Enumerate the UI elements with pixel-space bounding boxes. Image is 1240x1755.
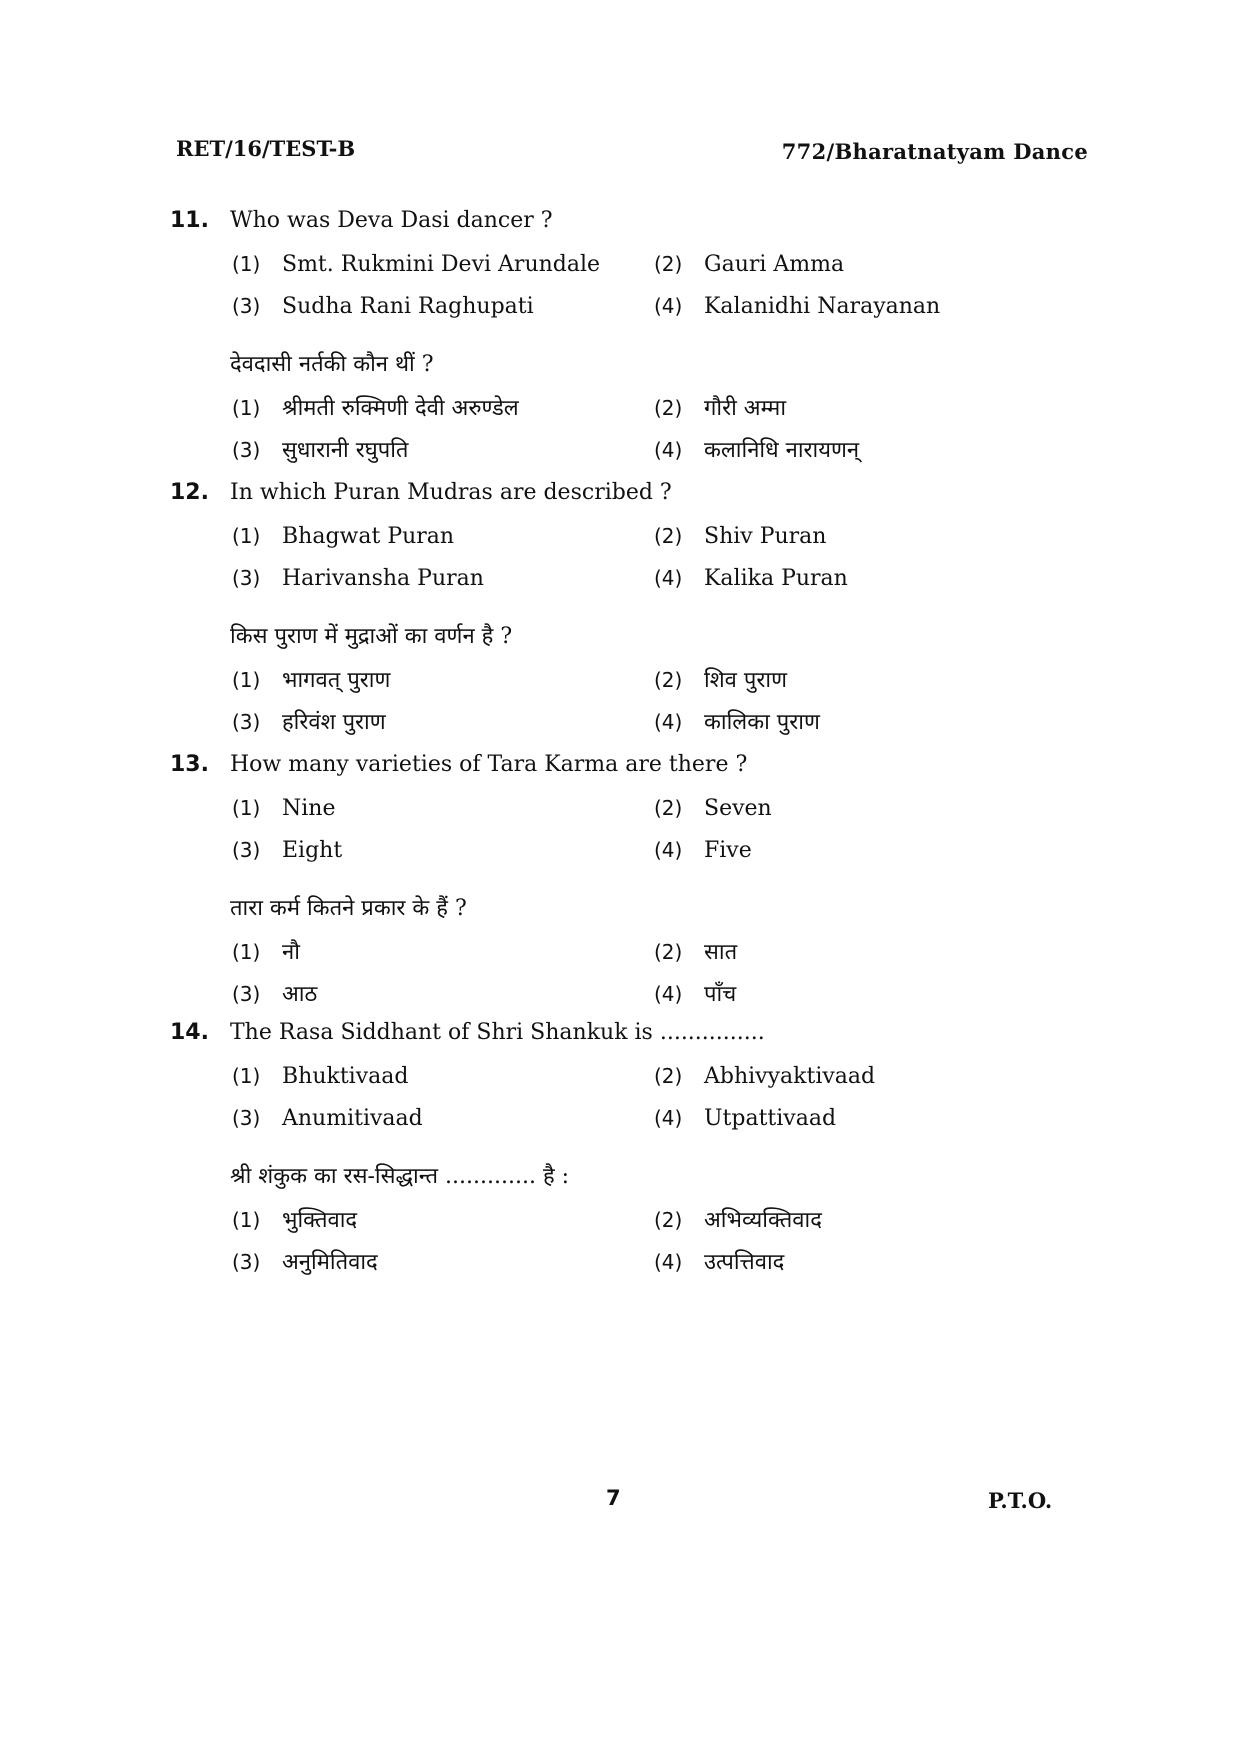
option-3-en: (3) Sudha Rani Raghupati <box>232 294 534 319</box>
pto-label: P.T.O. <box>988 1488 1053 1513</box>
option-3-en: (3) Anumitivaad <box>232 1106 423 1131</box>
question-text-en: The Rasa Siddhant of Shri Shankuk is ............... <box>230 1020 765 1045</box>
question-text-en: Who was Deva Dasi dancer ? <box>230 208 553 233</box>
question-12 <box>170 480 1050 748</box>
option-1-en: (1) Bhuktivaad <box>232 1064 409 1089</box>
question-11 <box>170 208 1050 476</box>
option-1-hi: (1) नौ <box>232 940 300 965</box>
option-1-hi: (1) भुक्तिवाद <box>232 1208 358 1233</box>
option-3-en: (3) Harivansha Puran <box>232 566 484 591</box>
option-2-hi: (2) शिव पुराण <box>654 668 787 693</box>
subject-title: 772/Bharatnatyam Dance <box>781 139 1088 164</box>
question-text-en: How many varieties of Tara Karma are there ? <box>230 752 748 777</box>
question-14 <box>170 1020 1050 1288</box>
page-number: 7 <box>606 1486 621 1510</box>
option-2-en: (2) Seven <box>654 796 772 821</box>
option-4-hi: (4) कलानिधि नारायणन् <box>654 438 860 463</box>
option-3-hi: (3) हरिवंश पुराण <box>232 710 386 735</box>
option-1-hi: (1) श्रीमती रुक्मिणी देवी अरुण्डेल <box>232 396 519 421</box>
question-number: 14. <box>170 1020 209 1045</box>
option-2-hi: (2) सात <box>654 940 738 965</box>
option-2-en: (2) Shiv Puran <box>654 524 827 549</box>
option-4-en: (4) Five <box>654 838 752 863</box>
option-2-en: (2) Abhivyaktivaad <box>654 1064 876 1089</box>
option-3-hi: (3) सुधारानी रघुपति <box>232 438 409 463</box>
option-1-en: (1) Bhagwat Puran <box>232 524 455 549</box>
question-text-hi: तारा कर्म कितने प्रकार के हैं ? <box>230 896 467 921</box>
question-text-en: In which Puran Mudras are described ? <box>230 480 672 505</box>
option-2-hi: (2) अभिव्यक्तिवाद <box>654 1208 822 1233</box>
option-2-hi: (2) गौरी अम्मा <box>654 396 787 421</box>
question-text-hi: श्री शंकुक का रस-सिद्धान्त ............. है : <box>230 1164 570 1189</box>
question-number: 13. <box>170 752 209 777</box>
question-text-hi: देवदासी नर्तकी कौन थीं ? <box>230 352 434 377</box>
option-4-hi: (4) उत्पत्तिवाद <box>654 1250 785 1275</box>
option-4-en: (4) Kalanidhi Narayanan <box>654 294 941 319</box>
option-4-hi: (4) कालिका पुराण <box>654 710 820 735</box>
option-4-en: (4) Kalika Puran <box>654 566 848 591</box>
option-1-hi: (1) भागवत् पुराण <box>232 668 391 693</box>
option-2-en: (2) Gauri Amma <box>654 252 845 277</box>
option-1-en: (1) Smt. Rukmini Devi Arundale <box>232 252 601 277</box>
question-13 <box>170 752 1050 1020</box>
option-1-en: (1) Nine <box>232 796 336 821</box>
question-number: 12. <box>170 480 209 505</box>
page-header <box>176 136 1088 176</box>
option-3-en: (3) Eight <box>232 838 343 863</box>
option-4-hi: (4) पाँच <box>654 982 737 1007</box>
question-text-hi: किस पुराण में मुद्राओं का वर्णन है ? <box>230 624 513 649</box>
question-number: 11. <box>170 208 209 233</box>
option-3-hi: (3) अनुमितिवाद <box>232 1250 378 1275</box>
option-4-en: (4) Utpattivaad <box>654 1106 837 1131</box>
paper-code: RET/16/TEST-B <box>176 136 356 161</box>
option-3-hi: (3) आठ <box>232 982 318 1007</box>
